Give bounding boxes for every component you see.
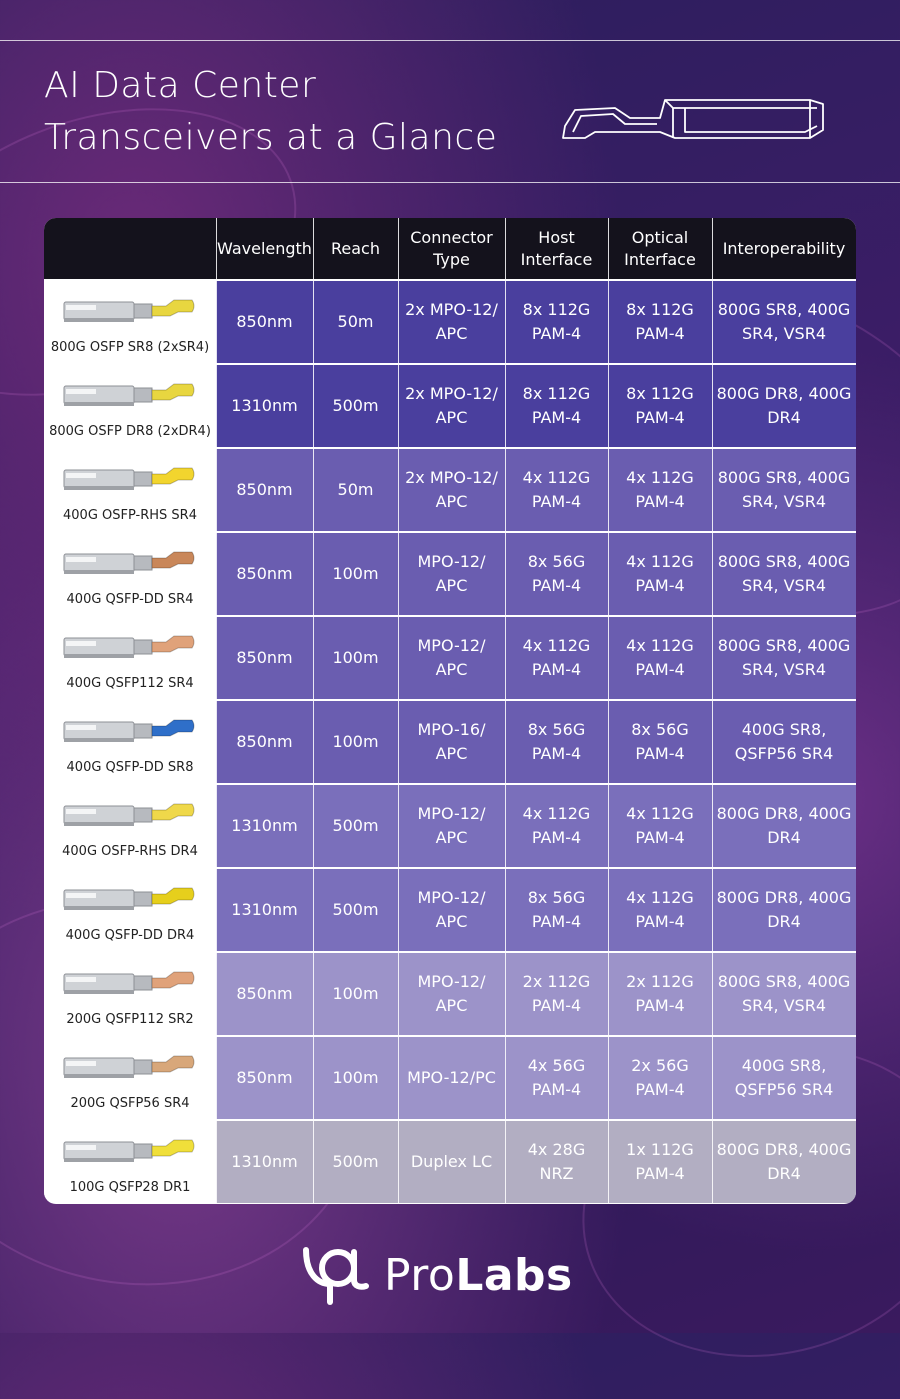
product-cell — [44, 952, 216, 1035]
product-name: 200G QSFP112 SR2 — [66, 1012, 194, 1027]
product-name: 400G QSFP112 SR4 — [66, 676, 194, 691]
table-row — [44, 616, 856, 699]
table-row — [44, 868, 856, 951]
interoperability-cell: 800G DR8, 400G DR4 — [716, 1139, 852, 1183]
row-divider — [44, 363, 856, 365]
reach-cell: 100m — [332, 1067, 379, 1087]
connector-cell: MPO-16/ APC — [417, 719, 486, 763]
row-divider — [44, 1119, 856, 1121]
wordmark-bold: Labs — [455, 1249, 573, 1301]
host-interface-cell: 8x 112G PAM-4 — [522, 383, 591, 427]
optical-interface-cell: 4x 112G PAM-4 — [626, 467, 694, 511]
transceiver-outline-icon — [555, 92, 830, 152]
table-row — [44, 280, 856, 363]
header-connector-type: Connector Type — [410, 228, 493, 269]
connector-cell: 2x MPO-12/ APC — [405, 467, 498, 511]
product-name: 400G QSFP-DD SR4 — [66, 592, 194, 607]
product-name: 800G OSFP SR8 (2xSR4) — [50, 340, 210, 355]
interoperability-cell: 400G SR8, QSFP56 SR4 — [734, 1055, 834, 1099]
optical-interface-cell: 4x 112G PAM-4 — [626, 887, 694, 931]
connector-cell: MPO-12/ APC — [417, 971, 486, 1015]
transceiver-image — [62, 544, 198, 580]
row-divider — [44, 783, 856, 785]
table-row — [44, 364, 856, 447]
wavelength-cell: 1310nm — [231, 1151, 298, 1171]
row-divider — [44, 867, 856, 869]
top-divider — [0, 40, 900, 41]
interoperability-cell: 800G DR8, 400G DR4 — [716, 803, 852, 847]
reach-cell: 100m — [332, 983, 379, 1003]
page-title — [44, 60, 497, 164]
optical-interface-cell: 2x 56G PAM-4 — [631, 1055, 689, 1099]
interoperability-cell: 800G SR8, 400G SR4, VSR4 — [717, 299, 851, 343]
table-header — [44, 218, 856, 280]
reach-cell: 100m — [332, 647, 379, 667]
title-line-2: Transceivers at a Glance — [44, 117, 498, 158]
optical-interface-cell: 4x 112G PAM-4 — [626, 551, 694, 595]
product-cell — [44, 784, 216, 867]
wavelength-cell: 850nm — [236, 647, 293, 667]
transceiver-image — [62, 964, 198, 1000]
prolabs-wordmark — [384, 1250, 573, 1301]
product-cell — [44, 700, 216, 783]
interoperability-cell: 800G SR8, 400G SR4, VSR4 — [717, 467, 851, 511]
host-interface-cell: 4x 112G PAM-4 — [522, 803, 591, 847]
reach-cell: 500m — [332, 395, 379, 415]
product-cell — [44, 1120, 216, 1203]
host-interface-cell: 8x 56G PAM-4 — [527, 551, 586, 595]
wavelength-cell: 1310nm — [231, 899, 298, 919]
connector-cell: MPO-12/ APC — [417, 551, 486, 595]
wavelength-cell: 1310nm — [231, 395, 298, 415]
transceiver-image — [62, 796, 198, 832]
connector-cell: MPO-12/ APC — [417, 803, 486, 847]
product-name: 800G OSFP DR8 (2xDR4) — [49, 424, 211, 439]
host-interface-cell: 4x 112G PAM-4 — [522, 635, 591, 679]
host-interface-cell: 8x 56G PAM-4 — [527, 719, 586, 763]
row-divider — [44, 615, 856, 617]
column-divider — [712, 218, 713, 1204]
column-divider — [398, 218, 399, 1204]
row-divider — [44, 531, 856, 533]
product-cell — [44, 448, 216, 531]
transceiver-image — [62, 1132, 198, 1168]
wavelength-cell: 850nm — [236, 311, 293, 331]
optical-interface-cell: 4x 112G PAM-4 — [626, 803, 694, 847]
wavelength-cell: 850nm — [236, 563, 293, 583]
reach-cell: 50m — [337, 479, 374, 499]
interoperability-cell: 800G DR8, 400G DR4 — [716, 887, 852, 931]
product-cell — [44, 532, 216, 615]
connector-cell: MPO-12/PC — [407, 1067, 496, 1087]
product-name: 400G OSFP-RHS DR4 — [62, 844, 198, 859]
row-divider — [44, 1035, 856, 1037]
transceiver-image — [62, 292, 198, 328]
header-divider — [0, 182, 900, 183]
title-line-1: AI Data Center — [44, 65, 317, 106]
wordmark-regular: Pro — [384, 1249, 456, 1301]
row-divider — [44, 447, 856, 449]
wavelength-cell: 850nm — [236, 1067, 293, 1087]
column-divider — [313, 218, 314, 1204]
reach-cell: 100m — [332, 563, 379, 583]
header-host-interface: Host Interface — [520, 228, 593, 269]
connector-cell: MPO-12/ APC — [417, 887, 486, 931]
product-cell — [44, 868, 216, 951]
product-name: 400G OSFP-RHS SR4 — [63, 508, 197, 523]
column-divider — [505, 218, 506, 1204]
row-divider — [44, 699, 856, 701]
column-divider — [216, 218, 217, 1204]
product-name: 100G QSFP28 DR1 — [69, 1180, 191, 1195]
transceiver-image — [62, 628, 198, 664]
transceiver-image — [62, 1048, 198, 1084]
table-row — [44, 1036, 856, 1119]
interoperability-cell: 800G DR8, 400G DR4 — [716, 383, 852, 427]
host-interface-cell: 4x 56G PAM-4 — [527, 1055, 586, 1099]
optical-interface-cell: 8x 112G PAM-4 — [626, 299, 694, 343]
transceiver-image — [62, 880, 198, 916]
reach-cell: 50m — [337, 311, 374, 331]
connector-cell: 2x MPO-12/ APC — [405, 383, 498, 427]
product-cell — [44, 364, 216, 447]
prolabs-logo — [300, 1244, 573, 1306]
host-interface-cell: 4x 112G PAM-4 — [522, 467, 591, 511]
prolabs-logo-icon — [300, 1244, 372, 1306]
connector-cell: MPO-12/ APC — [417, 635, 486, 679]
host-interface-cell: 8x 112G PAM-4 — [522, 299, 591, 343]
optical-interface-cell: 8x 56G PAM-4 — [631, 719, 689, 763]
header-optical-interface: Optical Interface — [624, 228, 696, 269]
table-row — [44, 1120, 856, 1203]
product-name: 400G QSFP-DD DR4 — [65, 928, 195, 943]
interoperability-cell: 800G SR8, 400G SR4, VSR4 — [717, 551, 851, 595]
table-row — [44, 532, 856, 615]
optical-interface-cell: 2x 112G PAM-4 — [626, 971, 694, 1015]
transceiver-image — [62, 376, 198, 412]
table-row — [44, 448, 856, 531]
optical-interface-cell: 8x 112G PAM-4 — [626, 383, 694, 427]
table-row — [44, 784, 856, 867]
table-row — [44, 952, 856, 1035]
reach-cell: 500m — [332, 899, 379, 919]
header-reach: Reach — [331, 239, 380, 258]
row-divider — [44, 951, 856, 953]
optical-interface-cell: 1x 112G PAM-4 — [626, 1139, 694, 1183]
host-interface-cell: 8x 56G PAM-4 — [527, 887, 586, 931]
header-wavelength: Wavelength — [217, 239, 312, 258]
header-interoperability: Interoperability — [722, 239, 846, 258]
host-interface-cell: 2x 112G PAM-4 — [522, 971, 591, 1015]
product-cell — [44, 1036, 216, 1119]
reach-cell: 500m — [332, 1151, 379, 1171]
wavelength-cell: 850nm — [236, 479, 293, 499]
interoperability-cell: 400G SR8, QSFP56 SR4 — [734, 719, 834, 763]
wavelength-cell: 1310nm — [231, 815, 298, 835]
row-divider — [44, 279, 856, 281]
connector-cell: Duplex LC — [410, 1151, 493, 1171]
table-row — [44, 700, 856, 783]
column-divider — [608, 218, 609, 1204]
wavelength-cell: 850nm — [236, 731, 293, 751]
product-name: 200G QSFP56 SR4 — [70, 1096, 190, 1111]
wavelength-cell: 850nm — [236, 983, 293, 1003]
product-name: 400G QSFP-DD SR8 — [66, 760, 194, 775]
transceiver-image — [62, 712, 198, 748]
interoperability-cell: 800G SR8, 400G SR4, VSR4 — [717, 971, 851, 1015]
product-cell — [44, 616, 216, 699]
reach-cell: 100m — [332, 731, 379, 751]
host-interface-cell: 4x 28G NRZ — [527, 1139, 586, 1183]
transceiver-table — [44, 218, 856, 1204]
optical-interface-cell: 4x 112G PAM-4 — [626, 635, 694, 679]
reach-cell: 500m — [332, 815, 379, 835]
connector-cell: 2x MPO-12/ APC — [405, 299, 498, 343]
product-cell — [44, 280, 216, 363]
transceiver-image — [62, 460, 198, 496]
interoperability-cell: 800G SR8, 400G SR4, VSR4 — [717, 635, 851, 679]
